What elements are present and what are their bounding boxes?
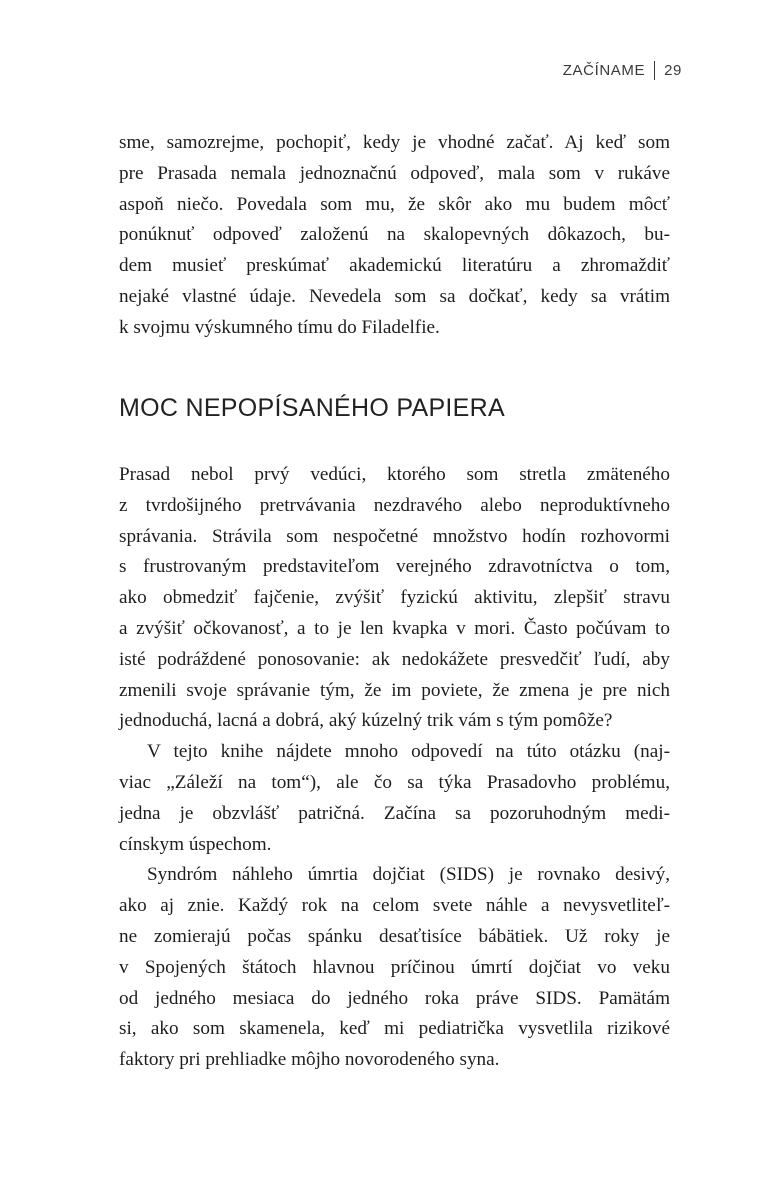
text-line: správania. Strávila som nespočetné množstvo hodín rozhovormi xyxy=(119,525,670,547)
text-line: s frustrovaným predstaviteľom verejného zdravotníctva o tom, xyxy=(119,556,670,578)
chapter-title: ZAČÍNAME xyxy=(562,62,646,79)
text-line: od jedného mesiaca do jedného roka práve SIDS. Pamätám xyxy=(119,987,670,1009)
text-line: V tejto knihe nájdete mnoho odpovedí na túto otázku (naj- xyxy=(147,741,670,763)
text-line: zmenili svoje správanie tým, že im poviete, že zmena je pre nich xyxy=(119,679,670,701)
text-line: k svojmu výskumného tímu do Filadelfie. xyxy=(119,316,440,338)
section-heading: MOC NEPOPÍSANÉHO PAPIERA xyxy=(119,394,505,422)
header-divider xyxy=(654,61,655,80)
body-text xyxy=(119,460,670,1076)
intro-paragraph xyxy=(119,128,670,344)
text-line: a zvýšiť očkovanosť, a to je len kvapka v mori. Často počúvam to xyxy=(119,617,670,639)
text-line: viac „Záleží na tom“), ale čo sa týka Prasadovho problému, xyxy=(119,771,670,793)
page-number: 29 xyxy=(664,62,682,79)
text-line: pre Prasada nemala jednoznačnú odpoveď, mala som v rukáve xyxy=(119,162,670,184)
text-line: dem musieť preskúmať akademickú literatúru a zhromaždiť xyxy=(119,255,670,277)
text-line: Prasad nebol prvý vedúci, ktorého som stretla zmäteného xyxy=(119,464,670,485)
text-line: si, ako som skamenela, keď mi pediatrička vysvetlila rizikové xyxy=(119,1018,670,1040)
text-line: nejaké vlastné údaje. Nevedela som sa dočkať, kedy sa vrátim xyxy=(119,285,670,307)
text-line: Syndróm náhleho úmrtia dojčiat (SIDS) je rovnako desivý, xyxy=(147,864,670,886)
text-line: faktory pri prehliadke môjho novorodeného syna. xyxy=(119,1049,500,1071)
text-line: isté podráždené ponosovanie: ak nedokážete presvedčiť ľudí, aby xyxy=(119,648,670,670)
text-line: aspoň niečo. Povedala som mu, že skôr ako mu budem môcť xyxy=(119,193,670,215)
text-line: v Spojených štátoch hlavnou príčinou úmrtí dojčiat vo veku xyxy=(119,956,670,978)
text-line: sme, samozrejme, pochopiť, kedy je vhodné začať. Aj keď som xyxy=(119,132,670,153)
text-line: z tvrdošijného pretrvávania nezdravého alebo neproduktívneho xyxy=(119,494,670,516)
text-line: jedna je obzvlášť patričná. Začína sa pozoruhodným medi- xyxy=(119,802,670,824)
text-line: ako aj znie. Každý rok na celom svete náhle a nevysvetliteľ- xyxy=(119,895,670,917)
text-line: ako obmedziť fajčenie, zvýšiť fyzickú aktivitu, zlepšiť stravu xyxy=(119,587,670,609)
text-line: ponúknuť odpoveď založenú na skalopevných dôkazoch, bu- xyxy=(119,224,670,246)
text-line: cínskym úspechom. xyxy=(119,833,272,855)
running-header xyxy=(563,61,682,80)
text-line: jednoduchá, lacná a dobrá, aký kúzelný trik vám s tým pomôže? xyxy=(119,710,613,732)
text-line: ne zomierajú počas spánku desaťtisíce bábätiek. Už roky je xyxy=(119,925,670,947)
